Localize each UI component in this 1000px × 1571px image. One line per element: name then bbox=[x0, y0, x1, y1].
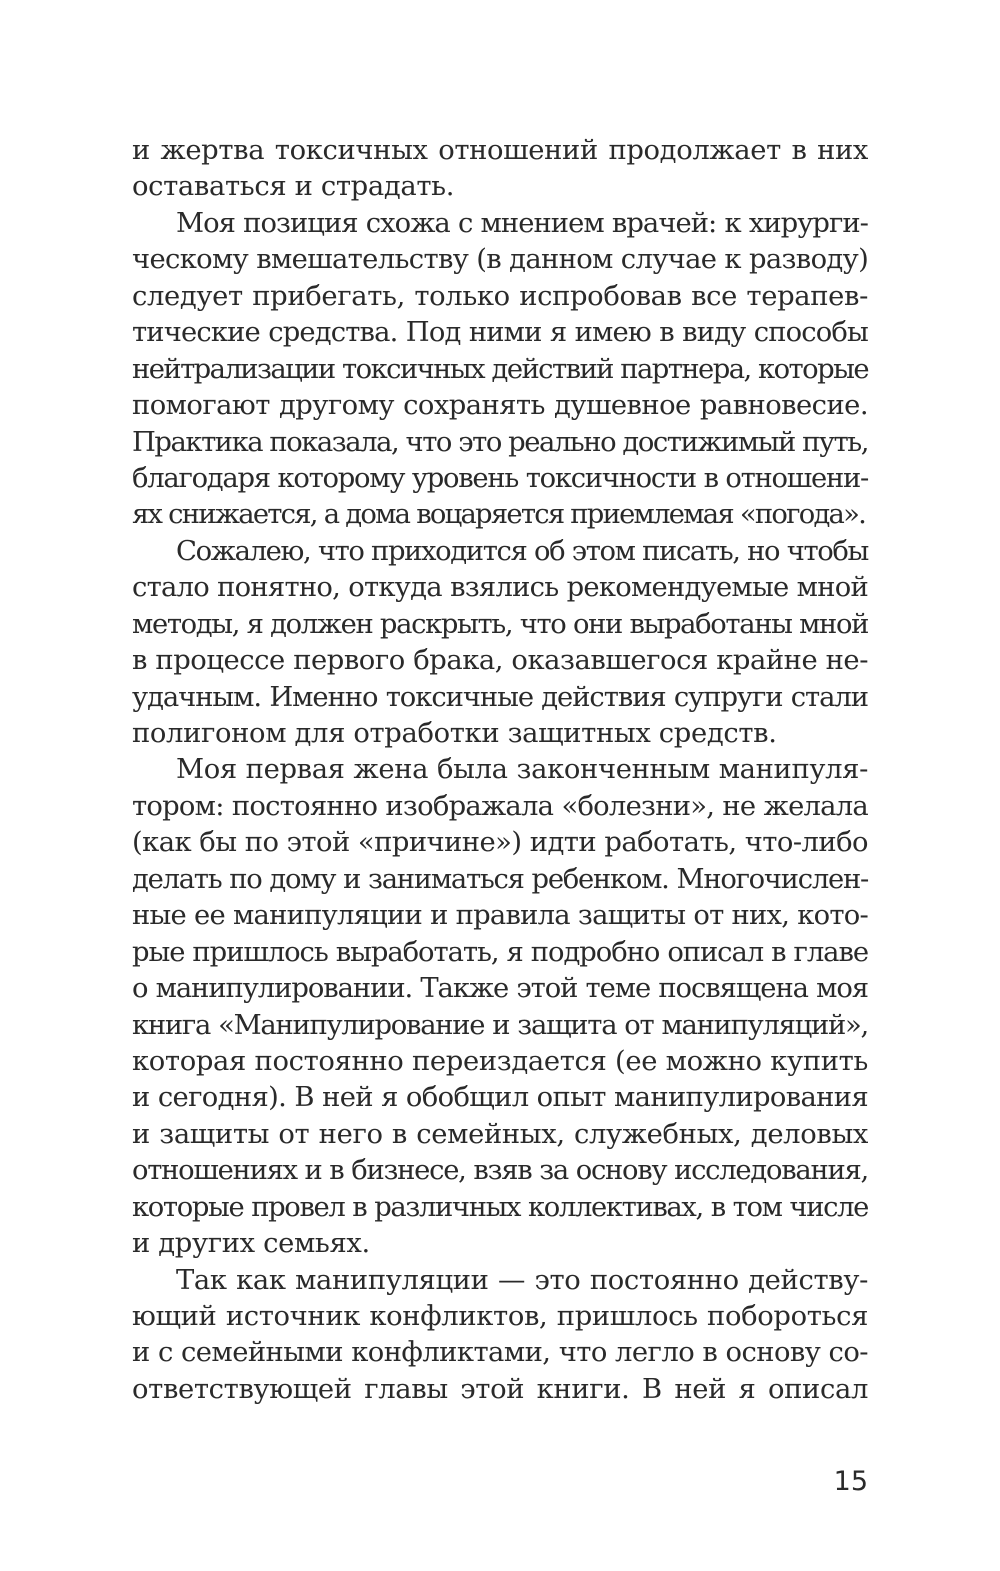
text-line: о манипулировании. Также этой теме посвящена моя bbox=[132, 973, 868, 1005]
paragraph-first-line: Так как манипуляции — это постоянно действу- bbox=[176, 1264, 868, 1296]
text-line: делать по дому и заниматься ребенком. Многочислен- bbox=[132, 863, 868, 895]
text-line: и других семьях. bbox=[132, 1228, 370, 1260]
text-line: в процессе первого брака, оказавшегося крайне не- bbox=[132, 645, 868, 677]
text-line: стало понятно, откуда взялись рекомендуемые мной bbox=[132, 572, 868, 604]
text-line: и сегодня). В ней я обобщил опыт манипулирования bbox=[132, 1082, 868, 1114]
text-line: ные ее манипуляции и правила защиты от них, кото- bbox=[132, 900, 868, 932]
paragraph-first-line: Сожалею, что приходится об этом писать, но чтобы bbox=[176, 535, 868, 567]
text-line: ющий источник конфликтов, пришлось побороться bbox=[132, 1301, 868, 1332]
text-line: полигоном для отработки защитных средств. bbox=[132, 718, 777, 749]
text-line: которая постоянно переиздается (ее можно купить bbox=[132, 1045, 868, 1077]
text-line: тические средства. Под ними я имею в виду способы bbox=[132, 317, 868, 349]
text-line: отношениях и в бизнесе, взяв за основу исследования, bbox=[132, 1155, 868, 1187]
text-line: благодаря которому уровень токсичности в отношени- bbox=[132, 462, 868, 494]
text-line: нейтрализации токсичных действий партнера, которые bbox=[132, 353, 868, 385]
paragraph-first-line: Моя позиция схожа с мнением врачей: к хирурги- bbox=[176, 207, 868, 239]
text-line: книга «Манипулирование и защита от манипуляций», bbox=[132, 1009, 868, 1041]
text-line: ческому вмешательству (в данном случае к разводу) bbox=[132, 244, 869, 276]
text-line: и жертва токсичных отношений продолжает в них bbox=[132, 135, 868, 166]
text-line: которые провел в различных коллективах, в том числе bbox=[132, 1191, 868, 1223]
text-line: и с семейными конфликтами, что легло в основу со- bbox=[132, 1337, 868, 1369]
text-line: Практика показала, что это реально достижимый путь, bbox=[132, 426, 868, 458]
text-line: тором: постоянно изображала «болезни», не желала bbox=[132, 790, 868, 822]
text-line: следует прибегать, только испробовав все терапев- bbox=[132, 280, 868, 312]
text-line: оставаться и страдать. bbox=[132, 171, 455, 203]
text-line: удачным. Именно токсичные действия супруги стали bbox=[132, 681, 868, 713]
text-line: (как бы по этой «причине») идти работать, что-либо bbox=[132, 827, 868, 859]
text-line: ответствующей главы этой книги. В ней я описал bbox=[132, 1373, 868, 1405]
paragraph-first-line: Моя первая жена была законченным манипуля- bbox=[176, 754, 868, 786]
text-line: и защиты от него в семейных, служебных, деловых bbox=[132, 1118, 868, 1150]
text-line: помогают другому сохранять душевное равновесие. bbox=[132, 390, 868, 422]
text-line: ях снижается, а дома воцаряется приемлемая «погода». bbox=[132, 499, 866, 531]
text-line: методы, я должен раскрыть, что они выработаны мной bbox=[132, 608, 868, 640]
text-line: рые пришлось выработать, я подробно описал в главе bbox=[132, 936, 868, 968]
page-number: 15 bbox=[833, 1466, 868, 1497]
body-text bbox=[132, 133, 868, 1408]
